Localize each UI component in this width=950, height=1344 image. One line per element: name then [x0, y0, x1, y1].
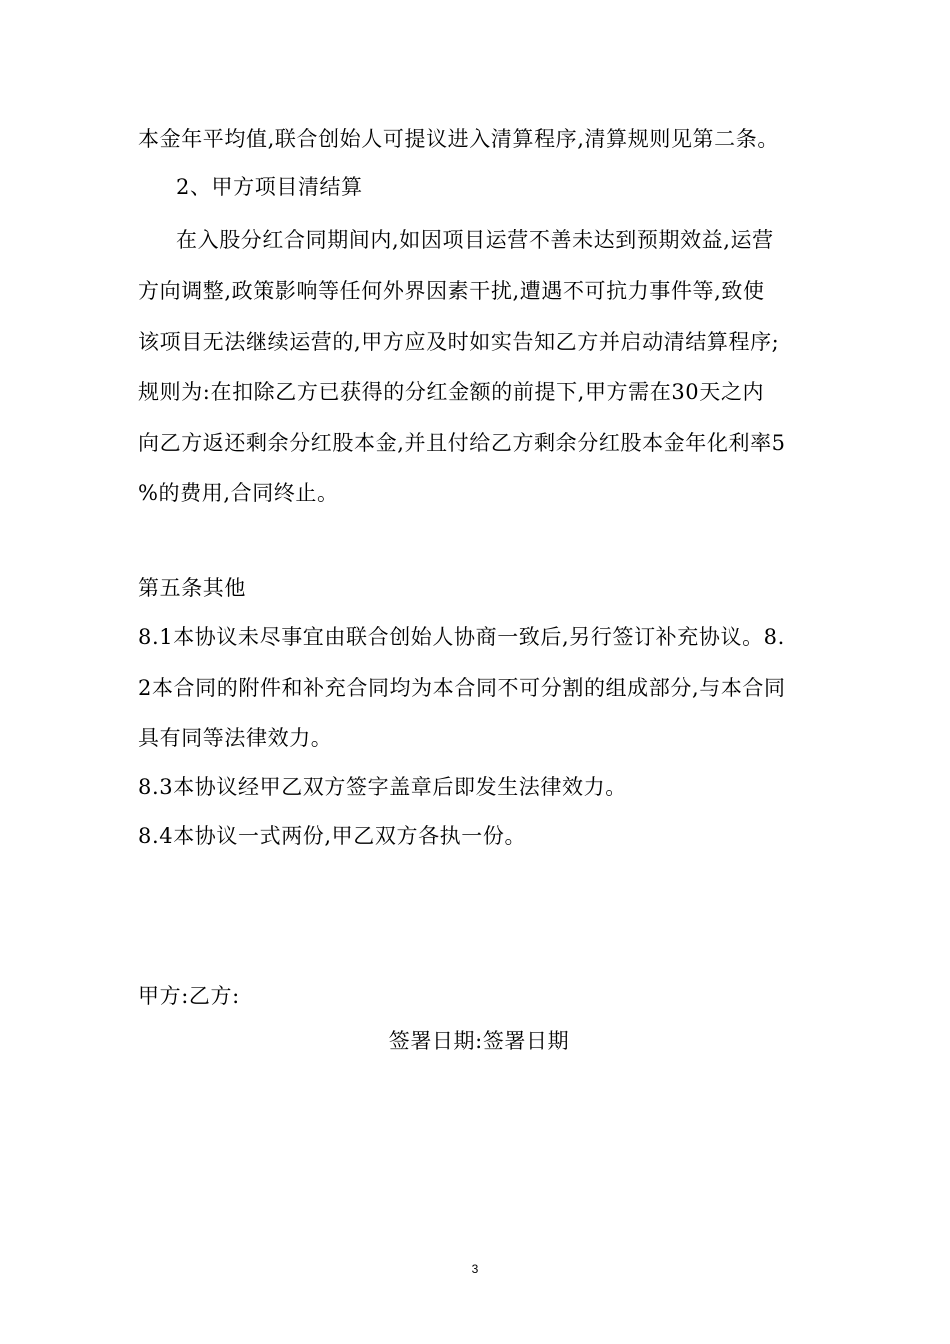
paragraph-line: 具有同等法律效力。	[138, 726, 333, 750]
clause5-heading: 第五条其他	[138, 576, 246, 600]
page-number: 3	[471, 1262, 479, 1276]
paragraph-line: 该项目无法继续运营的,甲方应及时如实告知乙方并启动清结算程序;	[138, 330, 780, 354]
clause4-continuation: 本金年平均值,联合创始人可提议进入清算程序,清算规则见第二条。	[138, 127, 779, 151]
clause4-sub-heading: 2、甲方项目清结算	[176, 175, 363, 199]
paragraph-line: 在入股分红合同期间内,如因项目运营不善未达到预期效益,运营	[176, 228, 774, 252]
signature-parties: 甲方:乙方:	[138, 984, 240, 1008]
paragraph-line: %的费用,合同终止。	[138, 481, 339, 505]
paragraph-line: 2本合同的附件和补充合同均为本合同不可分割的组成部分,与本合同	[138, 676, 786, 700]
paragraph-line: 方向调整,政策影响等任何外界因素干扰,遭遇不可抗力事件等,致使	[138, 279, 765, 303]
clause5-item-8-4: 8.4本协议一式两份,甲乙双方各执一份。	[138, 824, 527, 848]
paragraph-line: 规则为:在扣除乙方已获得的分红金额的前提下,甲方需在30天之内	[138, 380, 765, 404]
paragraph-line: 向乙方返还剩余分红股本金,并且付给乙方剩余分红股本金年化利率5	[138, 431, 786, 455]
paragraph-line: 8.1本协议未尽事宜由联合创始人协商一致后,另行签订补充协议。8.	[138, 625, 785, 649]
signature-dates: 签署日期:签署日期	[388, 1029, 570, 1053]
clause5-item-8-3: 8.3本协议经甲乙双方签字盖章后即发生法律效力。	[138, 775, 627, 799]
